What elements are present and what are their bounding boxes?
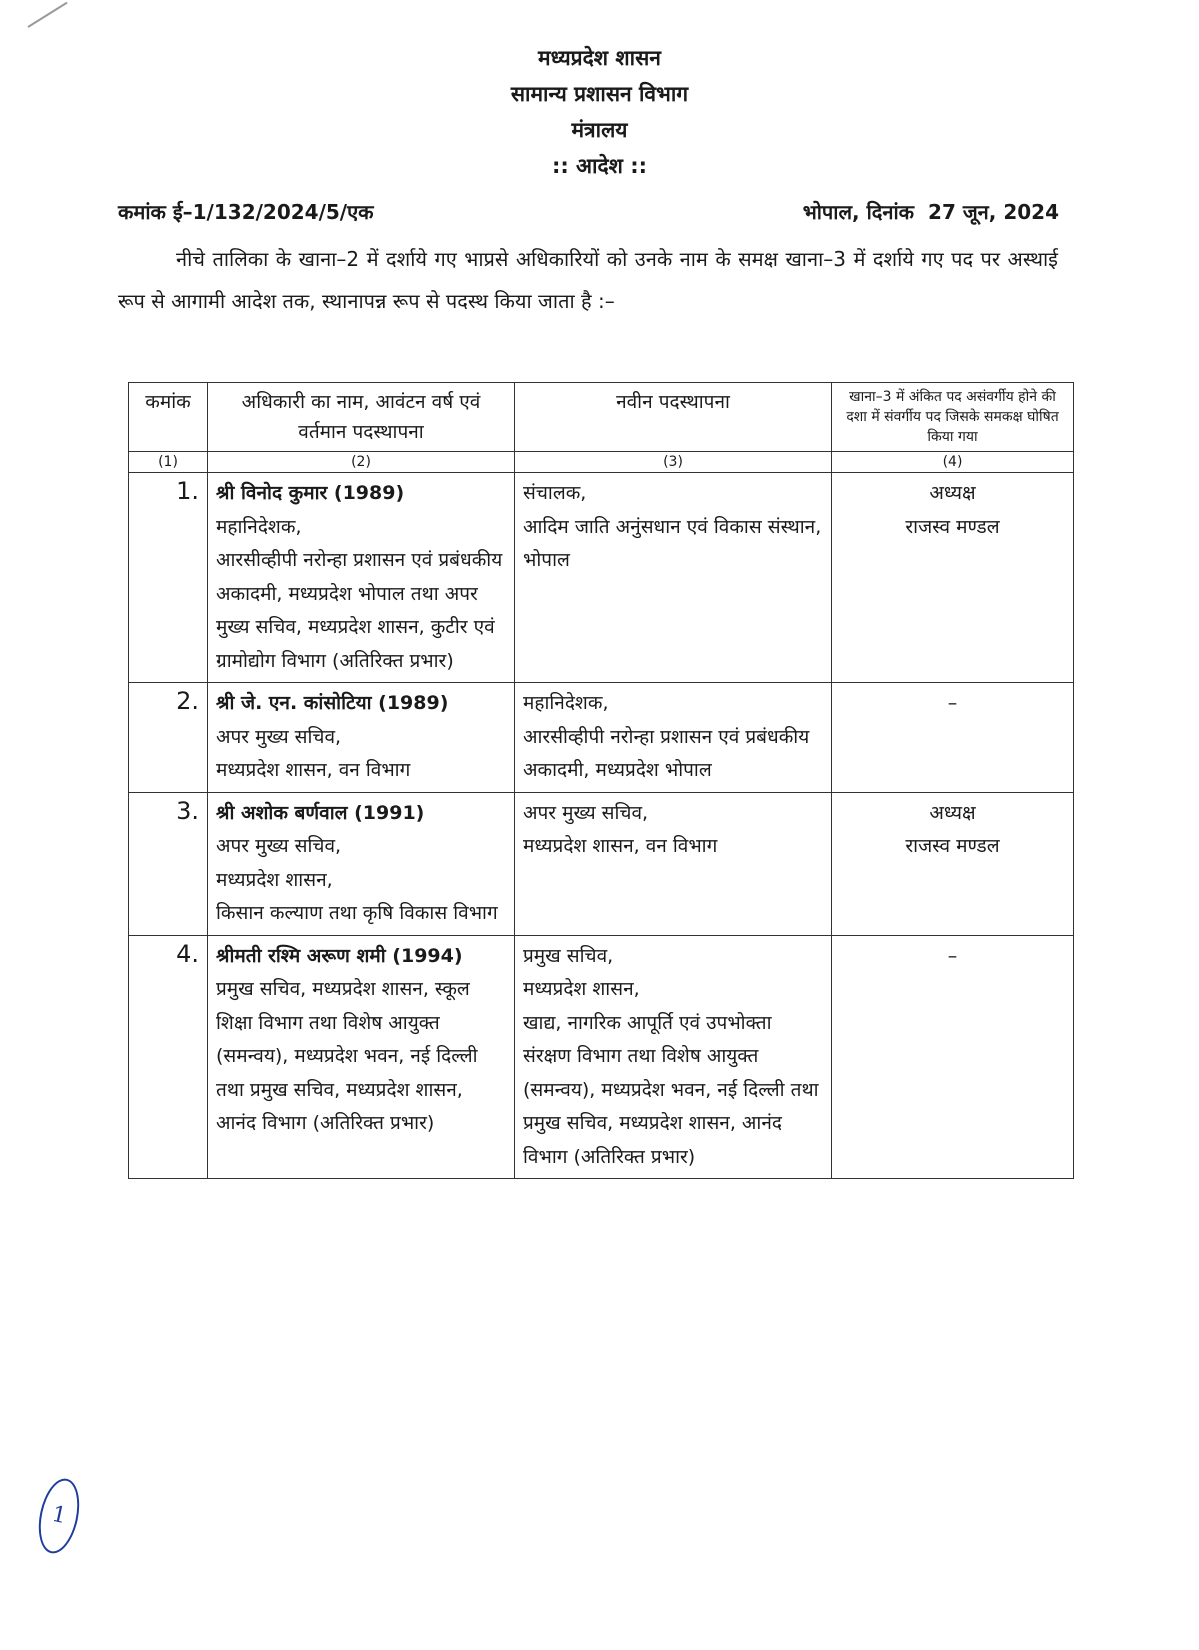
table-row [129,683,1074,793]
ministry-name: मंत्रालय [571,118,628,142]
column-number-row [129,452,1074,473]
serial-number: 1. [129,473,208,683]
new-posting: अपर मुख्य सचिव, मध्यप्रदेश शासन, वन विभाग [515,792,832,935]
place-and-date [803,198,1059,225]
equivalent-post: अध्यक्ष राजस्व मण्डल [832,473,1074,683]
column-number: (1) [129,452,208,473]
serial-number: 3. [129,792,208,935]
officer-cell [208,683,515,793]
serial-number: 4. [129,935,208,1179]
officer-cell [208,792,515,935]
current-posting: प्रमुख सचिव, मध्यप्रदेश शासन, स्कूल शिक्षा विभाग तथा विशेष आयुक्त (समन्वय), मध्यप्रदेश भवन, नई दिल्ली तथा प्रमुख सचिव, मध्यप्रदेश शासन, आनंद विभाग (अतिरिक्त प्रभार) [216,978,478,1134]
document-header [0,40,1199,184]
column-number: (4) [832,452,1074,473]
column-number: (2) [208,452,515,473]
table-row [129,935,1074,1179]
government-name: मध्यप्रदेश शासन [538,46,661,70]
handwritten-initial-mark: 1 [33,1475,86,1557]
new-posting: महानिदेशक, आरसीव्हीपी नरोन्हा प्रशासन एवं प्रबंधकीय अकादमी, मध्यप्रदेश भोपाल [515,683,832,793]
new-posting: प्रमुख सचिव, मध्यप्रदेश शासन, खाद्य, नागरिक आपूर्ति एवं उपभोक्ता संरक्षण विभाग तथा विशेष आयुक्त (समन्वय), मध्यप्रदेश भवन, नई दिल्ली तथा प्रमुख सचिव, मध्यप्रदेश शासन, आनंद विभाग (अतिरिक्त प्रभार) [515,935,832,1179]
department-name: सामान्य प्रशासन विभाग [510,82,689,106]
officer-name: श्री अशोक बर्णवाल (1991) [216,801,425,824]
reference-line [118,198,1059,225]
order-number: कमांक ई–1/132/2024/5/एक [118,200,374,224]
new-posting: संचालक, आदिम जाति अनुंसधान एवं विकास संस्थान, भोपाल [515,473,832,683]
officer-name: श्रीमती रश्मि अरूण शमी (1994) [216,944,463,967]
current-posting: अपर मुख्य सचिव, मध्यप्रदेश शासन, वन विभाग [216,725,411,781]
equivalent-post: अध्यक्ष राजस्व मण्डल [832,792,1074,935]
serial-number: 2. [129,683,208,793]
current-posting: अपर मुख्य सचिव, मध्यप्रदेश शासन, किसान कल्याण तथा कृषि विकास विभाग [216,835,498,924]
table-row [129,792,1074,935]
header-officer: अधिकारी का नाम, आवंटन वर्ष एवं वर्तमान पदस्थापना [208,383,515,452]
equivalent-post: – [832,935,1074,1179]
officer-name: श्री विनोद कुमार (1989) [216,482,405,504]
intro-paragraph: नीचे तालिका के खाना–2 में दर्शाये गए भाप्रसे अधिकारियों को उनके नाम के समक्ष खाना–3 में दर्शाये गए पद पर अस्थाई रूप से आगामी आदेश तक, स्थानापन्न रूप से पदस्थ किया जाता है :– [118,247,1058,313]
current-posting: महानिदेशक, आरसीव्हीपी नरोन्हा प्रशासन एवं प्रबंधकीय अकादमी, मध्यप्रदेश भोपाल तथा अपर मुख्य सचिव, मध्यप्रदेश शासन, कुटीर एवं ग्रामोद्योग विभाग (अतिरिक्त प्रभार) [216,515,503,672]
equivalent-post: – [832,683,1074,793]
header-serial: कमांक [129,383,208,452]
officer-cell [208,935,515,1179]
officer-cell [208,473,515,683]
header-equivalent-post: खाना–3 में अंकित पद असंवर्गीय होने की दशा में संवर्गीय पद जिसके समकक्ष घोषित किया गया [832,383,1074,452]
place-date-label: भोपाल, दिनांक [802,200,915,224]
table-header-row [129,383,1074,452]
pen-stroke-mark [27,2,67,28]
order-date: 27 जून, 2024 [928,200,1059,224]
order-title: :: आदेश :: [551,154,648,178]
posting-table [128,382,1074,1179]
table-row [129,473,1074,683]
column-number: (3) [515,452,832,473]
officer-name: श्री जे. एन. कांसोटिया (1989) [216,692,449,714]
header-new-posting: नवीन पदस्थापना [515,383,832,452]
